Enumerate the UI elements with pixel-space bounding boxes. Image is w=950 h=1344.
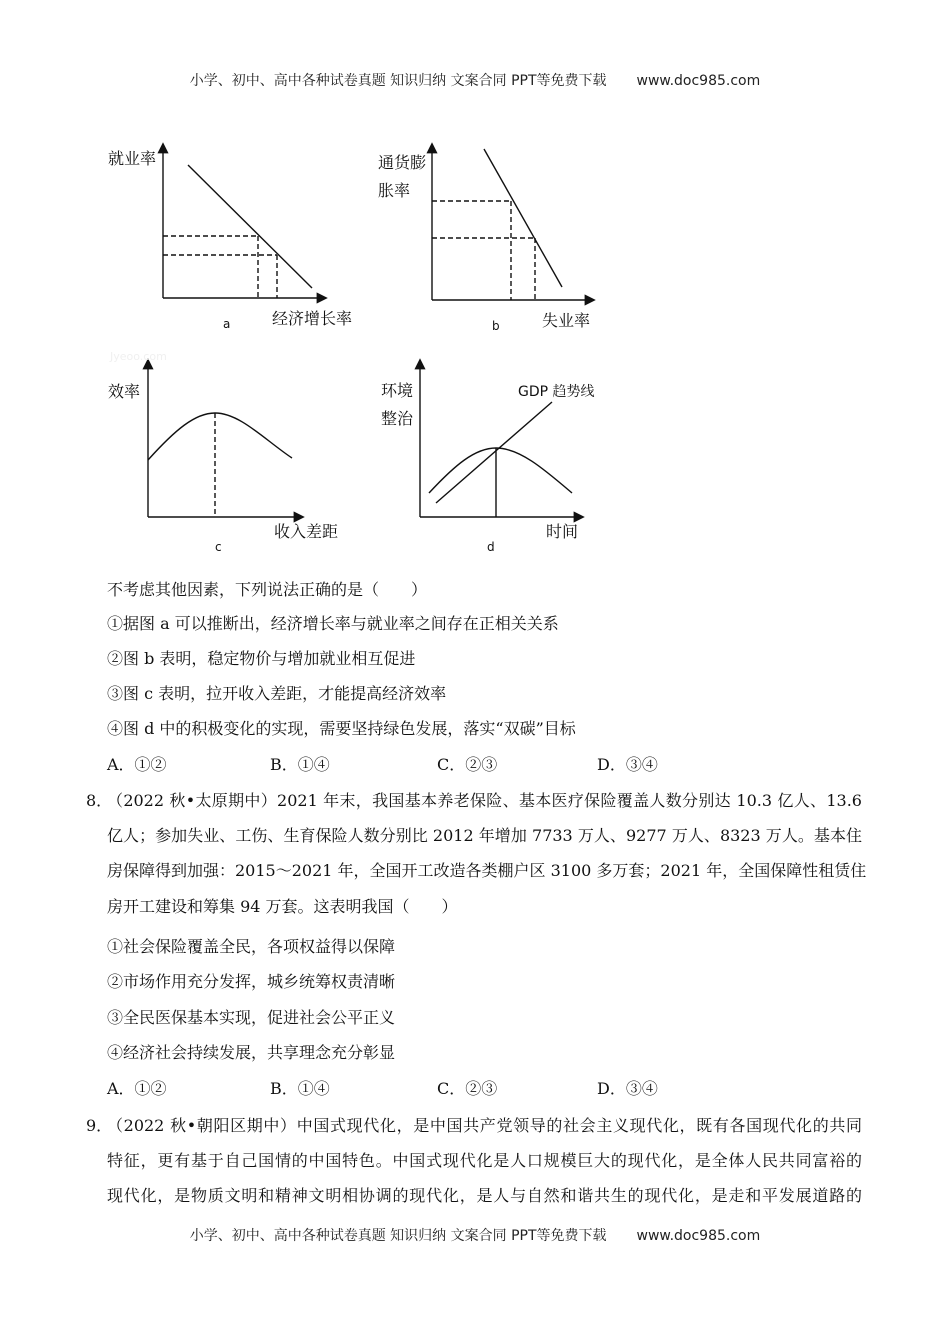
fig-c-xlabel: 收入差距: [274, 522, 339, 541]
q7-item-4: ④图 d 中的积极变化的实现，需要坚持绿色发展，落实“双碳”目标: [107, 719, 576, 738]
footer-url[interactable]: www.doc985.com: [636, 1228, 761, 1244]
guide-lines: [432, 201, 535, 300]
q8-option-a[interactable]: A．①②: [107, 1079, 167, 1098]
figures: [0, 0, 950, 600]
q7-item-3: ③图 c 表明，拉开收入差距，才能提高经济效率: [107, 684, 447, 703]
q8-item-2: ②市场作用充分发挥，城乡统筹权责清晰: [107, 972, 396, 991]
environment-curve: [429, 448, 572, 493]
q7-option-a[interactable]: A．①②: [107, 755, 167, 774]
q8-number: 8．: [86, 791, 113, 810]
page-footer: [0, 1225, 950, 1245]
fig-b-ylabel2: 胀率: [378, 181, 411, 200]
q9-line-2: 特征，更有基于自己国情的中国特色。中国式现代化是人口规模巨大的现代化，是全体人民共同富裕的: [107, 1151, 862, 1170]
header-text: 小学、初中、高中各种试卷真题 知识归纳 文案合同 PPT等免费下载: [189, 73, 607, 89]
q7-option-c[interactable]: C．②③: [437, 755, 498, 774]
fig-c-ylabel: 效率: [108, 382, 141, 401]
trend-line: [484, 149, 562, 287]
fig-d-ylabel2: 整治: [381, 409, 414, 428]
q8-option-b[interactable]: B．①④: [270, 1079, 330, 1098]
fig-c-caption: c: [215, 540, 222, 554]
q7-item-1: ①据图 a 可以推断出，经济增长率与就业率之间存在正相关关系: [107, 614, 559, 633]
q8-line-4: 房开工建设和筹集 94 万套。这表明我国（ ）: [107, 897, 458, 916]
q8-item-1: ①社会保险覆盖全民，各项权益得以保障: [107, 937, 396, 956]
footer-text: 小学、初中、高中各种试卷真题 知识归纳 文案合同 PPT等免费下载: [189, 1228, 607, 1244]
fig-a-ylabel: 就业率: [108, 149, 157, 168]
q8-option-d[interactable]: D．③④: [597, 1079, 658, 1098]
trend-line: [188, 165, 312, 288]
q7-option-b[interactable]: B．①④: [270, 755, 330, 774]
fig-d-line-label: GDP 趋势线: [518, 384, 595, 400]
guide-lines: [163, 236, 277, 298]
efficiency-curve: [148, 413, 292, 460]
fig-b-xlabel: 失业率: [542, 311, 591, 330]
figure-b: [432, 145, 593, 300]
figure-a: [163, 145, 325, 298]
fig-b-ylabel1: 通货膨: [378, 153, 427, 172]
fig-a-xlabel: 经济增长率: [272, 309, 353, 328]
fig-b-caption: b: [492, 319, 500, 333]
q8-option-c[interactable]: C．②③: [437, 1079, 498, 1098]
fig-d-xlabel: 时间: [546, 522, 579, 541]
q8-line-2: 亿人；参加失业、工伤、生育保险人数分别比 2012 年增加 7733 万人、9277 万人、8323 万人。基本住: [107, 826, 862, 845]
q7-stem: 不考虑其他因素，下列说法正确的是（ ）: [107, 580, 428, 599]
q8-item-3: ③全民医保基本实现，促进社会公平正义: [107, 1008, 396, 1027]
q9-line-3: 现代化，是物质文明和精神文明相协调的现代化，是人与自然和谐共生的现代化，是走和平发展道路的: [107, 1186, 862, 1205]
q7-item-2: ②图 b 表明，稳定物价与增加就业相互促进: [107, 649, 416, 668]
q9-number: 9．: [86, 1116, 113, 1135]
q7-option-d[interactable]: D．③④: [597, 755, 658, 774]
q8-item-4: ④经济社会持续发展，共享理念充分彰显: [107, 1043, 396, 1062]
fig-d-caption: d: [487, 540, 495, 554]
q8-line-1: （2022 秋•太原期中）2021 年末，我国基本养老保险、基本医疗保险覆盖人数分别达 10.3 亿人、13.6: [107, 791, 862, 810]
gdp-trend-line: [436, 402, 552, 503]
fig-d-ylabel1: 环境: [381, 381, 414, 400]
fig-a-caption: a: [223, 317, 231, 331]
q8-line-3: 房保障得到加强：2015～2021 年，全国开工改造各类棚户区 3100 多万套；2021 年，全国保障性租赁住: [107, 861, 867, 880]
watermark: Jyeoo.com: [110, 350, 167, 363]
header-url[interactable]: www.doc985.com: [636, 73, 761, 89]
figure-c: [148, 361, 302, 517]
q9-line-1: （2022 秋•朝阳区期中）中国式现代化，是中国共产党领导的社会主义现代化，既有各国现代化的共同: [107, 1116, 862, 1135]
